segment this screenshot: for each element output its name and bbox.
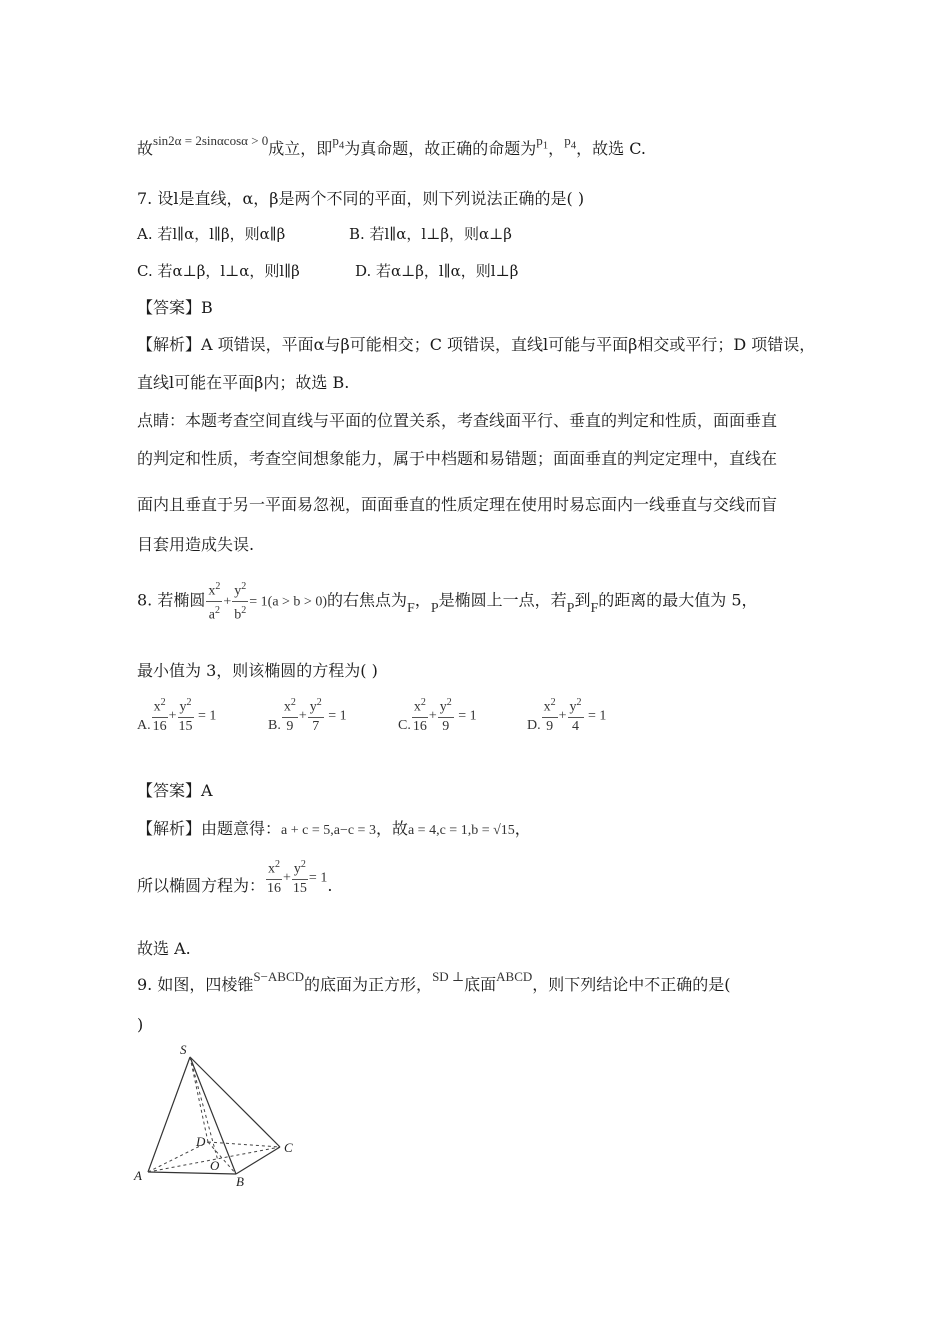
option-label: C. (398, 718, 411, 734)
prev-conclusion-line: 故$^{sin2\alpha = 2sin\alpha cos\alpha > 0}$成立，即$^{p_4}$为真命题，故正确的命题为$^{p_1}$，$^{p_4}$，故选 C. (137, 133, 646, 158)
edge-DC (208, 1142, 280, 1147)
label-D: D (196, 1134, 206, 1149)
ellipse-x-fraction: $\frac{x^2}{a^2}$ (206, 578, 222, 624)
pyramid-figure (128, 1040, 308, 1190)
q7-stem: 7. 设l是直线，α，β是两个不同的平面，则下列说法正确的是( ) (137, 189, 585, 208)
label-O: O (210, 1158, 220, 1173)
q7-note-line4: 目套用造成失误. (137, 535, 255, 554)
q7-note-line2: 的判定和性质，考查空间想象能力，属于中档题和易错题；面面垂直的判定定理中，直线在 (137, 449, 778, 468)
fraction: $\frac{y^2}{15}$ (178, 694, 194, 736)
fraction: $\frac{y^2}{4}$ (568, 694, 584, 736)
edge-SB (190, 1057, 236, 1174)
edge-BC (236, 1147, 280, 1174)
q8-stem-line2: 最小值为 3，则该椭圆的方程为( ) (137, 661, 378, 680)
q8-option-a: A. $\frac{x^2}{16}$ + $\frac{y^2}{15}$ = 1 (137, 694, 216, 736)
fraction: $\frac{x^2}{16}$ (412, 694, 428, 736)
q7-option-d: D. 若α⊥β，l∥α，则l⊥β (355, 262, 519, 280)
label-S: S (180, 1042, 187, 1057)
q8-option-d: D. $\frac{x^2}{9}$ + $\frac{y^2}{4}$ = 1 (527, 694, 606, 736)
math-expression: sin2α = 2sinαcosα > 0 (153, 133, 269, 148)
edge-SD (190, 1057, 208, 1142)
edge-AB (148, 1172, 236, 1174)
q7-option-a: A. 若l∥α，l∥β，则α∥β (137, 225, 286, 243)
q7-option-b: B. 若l∥α，l⊥β，则α⊥β (349, 225, 512, 243)
q7-option-c: C. 若α⊥β，l⊥α，则l∥β (137, 262, 300, 280)
q8-result: 所以椭圆方程为： $\frac{x^2}{16}$ + $\frac{y^2}{15}$ = 1. (137, 856, 332, 898)
q8-option-b: B. $\frac{x^2}{9}$ + $\frac{y^2}{7}$ = 1 (268, 694, 347, 736)
q8-option-c: C. $\frac{x^2}{16}$ + $\frac{y^2}{9}$ = 1 (398, 694, 477, 736)
fraction: $\frac{x^2}{9}$ (542, 694, 558, 736)
label-B: B (236, 1174, 244, 1189)
label-C: C (284, 1140, 293, 1155)
q7-note-line1: 点睛：本题考查空间直线与平面的位置关系，考查线面平行、垂直的判定和性质，面面垂直 (137, 411, 778, 430)
q9-stem-line1: 9. 如图，四棱锥$^{S-ABCD}$的底面为正方形，$^{SD \perp}$底面$^{ABCD}$，则下列结论中不正确的是( (137, 969, 731, 994)
q7-analysis-line2: 直线l可能在平面β内；故选 B. (137, 373, 350, 392)
edge-SA (148, 1057, 190, 1172)
q7-answer: 【答案】B (137, 298, 213, 317)
q8-analysis: 【解析】由题意得：a + c = 5,a−c = 3，故a = 4,c = 1,b = √15， (137, 819, 531, 838)
q9-stem-line2: ) (137, 1015, 144, 1034)
fraction: $\frac{x^2}{16}$ (152, 694, 168, 736)
q8-answer: 【答案】A (137, 781, 213, 800)
label-A: A (134, 1168, 142, 1183)
option-label: A. (137, 718, 151, 734)
fraction: $\frac{y^2}{9}$ (438, 694, 454, 736)
option-label: D. (527, 718, 541, 734)
q8-choose: 故选 A. (137, 939, 191, 958)
q8-stem-line1: 8. 若椭圆 $\frac{x^2}{a^2}$ + $\frac{y^2}{b^2}$ = 1(a > b > 0)的右焦点为F，P是椭圆上一点，若P到F的距离的最大值为 5， (137, 578, 758, 624)
option-label: B. (268, 718, 281, 734)
ellipse-y-fraction: $\frac{y^2}{b^2}$ (232, 578, 248, 624)
q7-analysis-line1: 【解析】A 项错误，平面α与β可能相交；C 项错误，直线l可能与平面β相交或平行；D 项错误， (137, 335, 816, 354)
fraction: $\frac{x^2}{9}$ (282, 694, 298, 736)
fraction: $\frac{y^2}{7}$ (308, 694, 324, 736)
q7-note-line3: 面内且垂直于另一平面易忽视，面面垂直的性质定理在使用时易忘面内一线垂直与交线而盲 (137, 495, 778, 514)
